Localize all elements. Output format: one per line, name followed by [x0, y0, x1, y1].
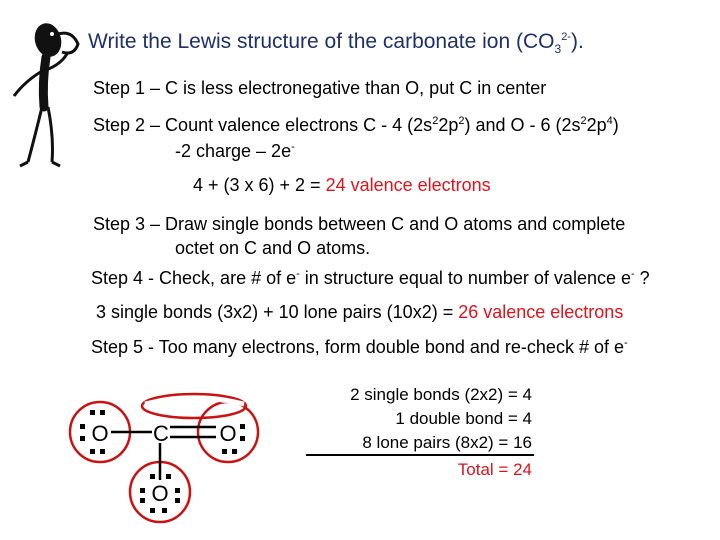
step-3-line-2: octet on C and O atoms. [175, 238, 371, 258]
check-total-highlight: 26 valence electrons [458, 302, 624, 322]
summary-lone-pairs: 8 lone pairs (8x2) = 16 [362, 433, 532, 452]
step-4: Step 4 - Check, are # of e- in structure equal to number of valence e- ? [91, 268, 650, 288]
step-5: Step 5 - Too many electrons, form double bond and re-check # of e- [91, 337, 628, 357]
summary-single-bonds: 2 single bonds (2x2) = 4 [350, 385, 532, 404]
valence-calculation: 4 + (3 x 6) + 2 = 24 valence electrons [193, 175, 491, 195]
page-title: Write the Lewis structure of the carbonate ion $(CO_3^{2-})$. [88, 30, 584, 57]
summary-double-bond: 1 double bond = 4 [395, 409, 532, 428]
atom-o-right: O [219, 421, 237, 446]
step-2-line-2: -2 charge – 2e- [175, 141, 295, 161]
step-1: Step 1 – C is less electronegative than O, put C in center [93, 78, 547, 98]
atom-o-bottom: O [151, 481, 169, 506]
step-2-line-1: Step 2 – Count valence electrons C - 4 $(2s^22p^2)$ and O - 6 $(2s^22p^4)$ [93, 115, 619, 135]
step-3-line-1: Step 3 – Draw single bonds between C and O atoms and complete [93, 214, 626, 234]
check-calculation: 3 single bonds (3x2) + 10 lone pairs (10x2) = 26 valence electrons [96, 302, 624, 322]
valence-total-highlight: 24 valence electrons [325, 175, 491, 195]
atom-o-left: O [91, 421, 109, 446]
summary-total: Total = 24 [457, 460, 532, 479]
atom-carbon: C [153, 421, 169, 446]
